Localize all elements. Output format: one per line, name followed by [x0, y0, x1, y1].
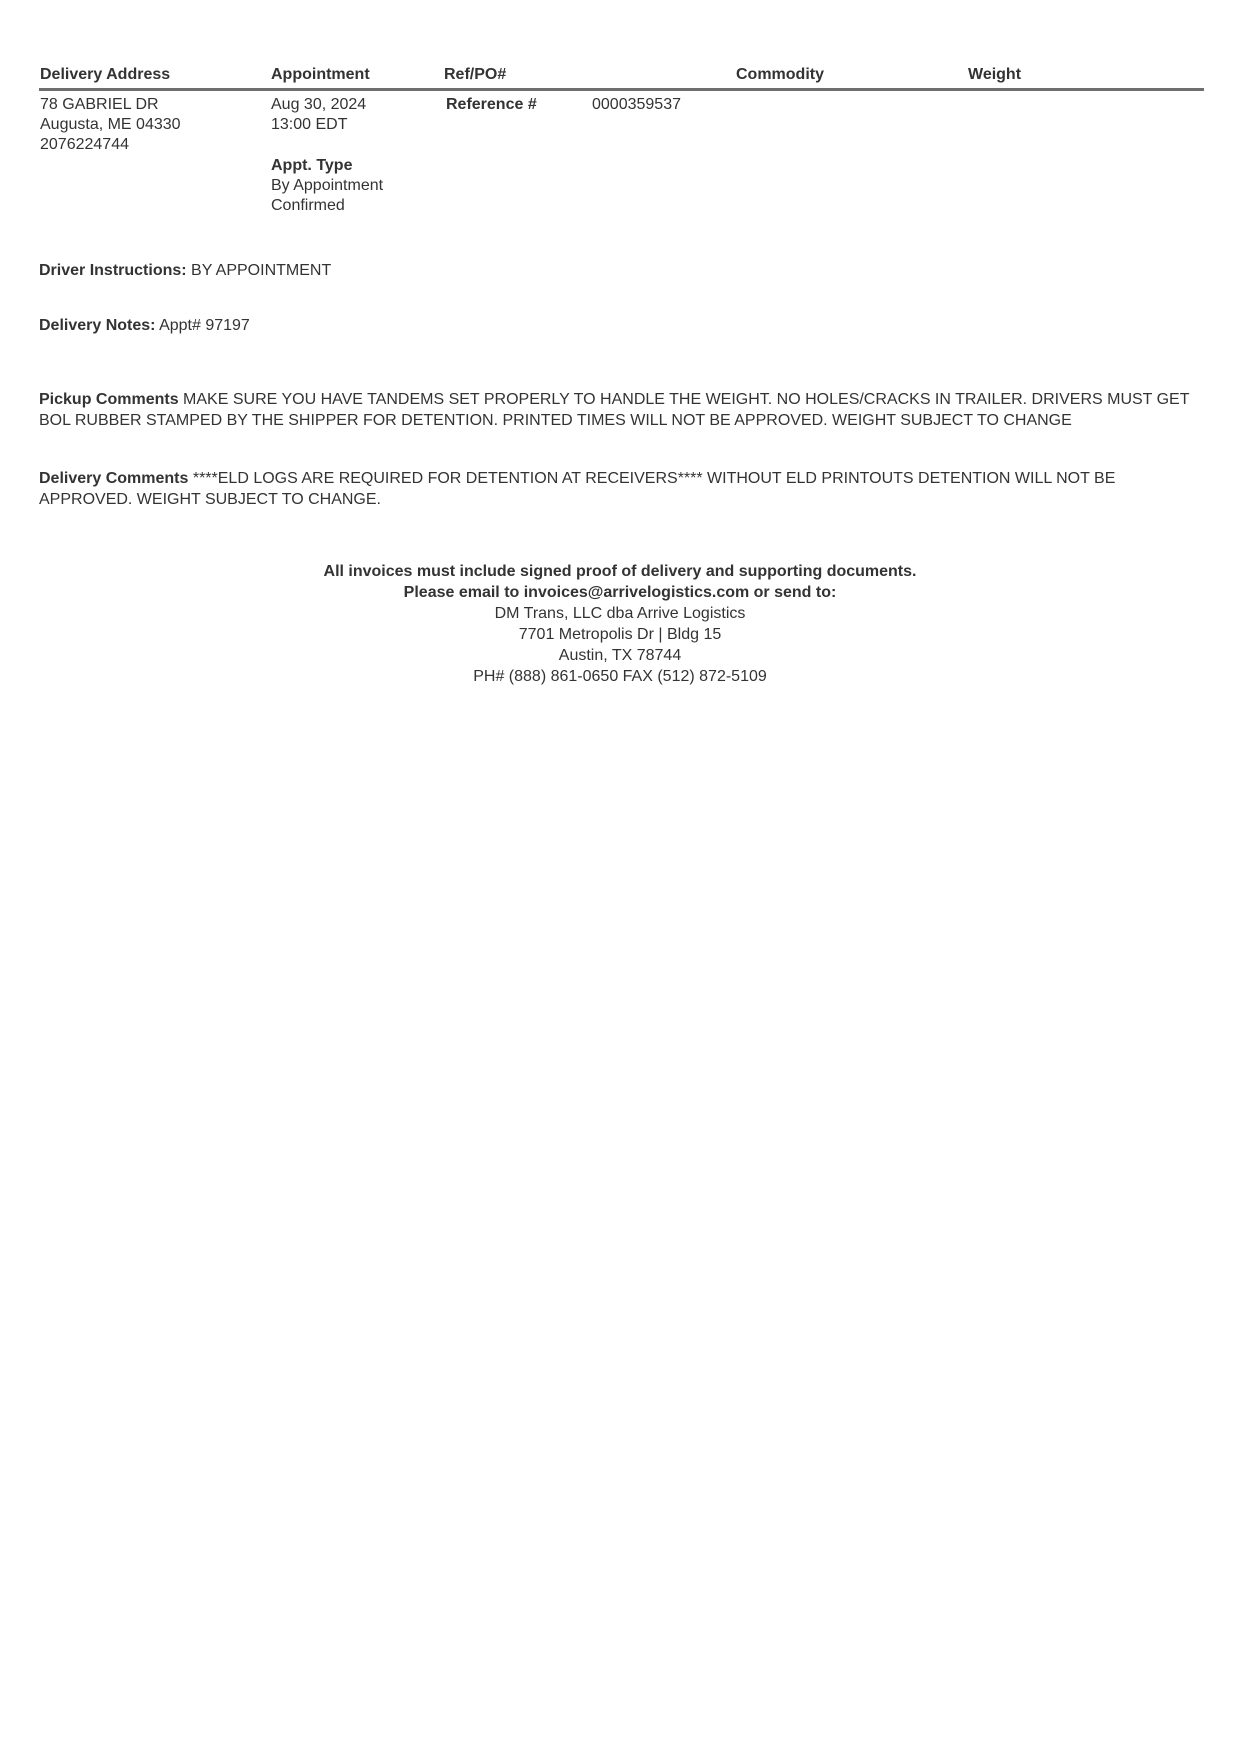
- address-street: 78 GABRIEL DR: [40, 96, 159, 113]
- delivery-table: [39, 66, 1204, 221]
- appointment-type-label: Appt. Type: [271, 157, 353, 174]
- invoice-email-text: Please email to invoices@arrivelogistics.com or send to:: [403, 584, 837, 601]
- driver-instructions-label: Driver Instructions:: [39, 262, 187, 279]
- driver-instructions: [39, 260, 1204, 281]
- reference-value-cell: [592, 95, 681, 115]
- address-city-state-zip: Augusta, ME 04330: [40, 116, 181, 133]
- address-phone: 2076224744: [40, 136, 129, 153]
- header-weight: Weight: [968, 66, 1022, 83]
- appointment-type-value: By Appointment: [271, 177, 384, 194]
- header-appointment: Appointment: [271, 66, 370, 83]
- delivery-comments-label: Delivery Comments: [39, 470, 189, 487]
- delivery-comments-value: ****ELD LOGS ARE REQUIRED FOR DETENTION AT RECEIVERS**** WITHOUT ELD PRINTOUTS DETENTION WILL NOT BE APPROVED. WEIGHT SUBJECT TO CHANGE.: [39, 470, 1116, 508]
- header-delivery-address: Delivery Address: [40, 66, 171, 83]
- footer-phone-fax: PH# (888) 861-0650 FAX (512) 872-5109: [473, 668, 767, 685]
- invoice-requirement-text: All invoices must include signed proof of delivery and supporting documents.: [323, 563, 917, 580]
- reference-value: 0000359537: [592, 96, 681, 113]
- appointment-date: Aug 30, 2024: [271, 96, 367, 113]
- header-ref-po: Ref/PO#: [444, 66, 507, 83]
- delivery-address-cell: [40, 95, 181, 155]
- delivery-notes-label: Delivery Notes:: [39, 317, 156, 334]
- appointment-status: Confirmed: [271, 197, 345, 214]
- delivery-table-row: [39, 91, 1204, 221]
- header-commodity: Commodity: [736, 66, 824, 83]
- pickup-comments: [39, 389, 1204, 431]
- appointment-cell: [271, 95, 383, 216]
- footer-city: Austin, TX 78744: [558, 647, 682, 664]
- delivery-table-header: [39, 66, 1204, 91]
- footer-company: DM Trans, LLC dba Arrive Logistics: [494, 605, 746, 622]
- delivery-notes: [39, 315, 1204, 336]
- reference-label: Reference #: [446, 96, 537, 113]
- driver-instructions-value: BY APPOINTMENT: [191, 262, 332, 279]
- reference-cell: [446, 95, 537, 115]
- delivery-notes-value: Appt# 97197: [159, 317, 250, 334]
- pickup-comments-value: MAKE SURE YOU HAVE TANDEMS SET PROPERLY TO HANDLE THE WEIGHT. NO HOLES/CRACKS IN TRAILER. DRIVERS MUST GET BOL RUBBER STAMPED BY THE SHIPPER FOR DETENTION. PRINTED TIMES WILL NOT BE APPROVED. WEIGHT SUBJECT TO CHANGE: [39, 391, 1190, 429]
- pickup-comments-label: Pickup Comments: [39, 391, 179, 408]
- delivery-comments: [39, 468, 1204, 510]
- appointment-time: 13:00 EDT: [271, 116, 348, 133]
- invoice-footer: [0, 561, 1240, 687]
- footer-street: 7701 Metropolis Dr | Bldg 15: [518, 626, 722, 643]
